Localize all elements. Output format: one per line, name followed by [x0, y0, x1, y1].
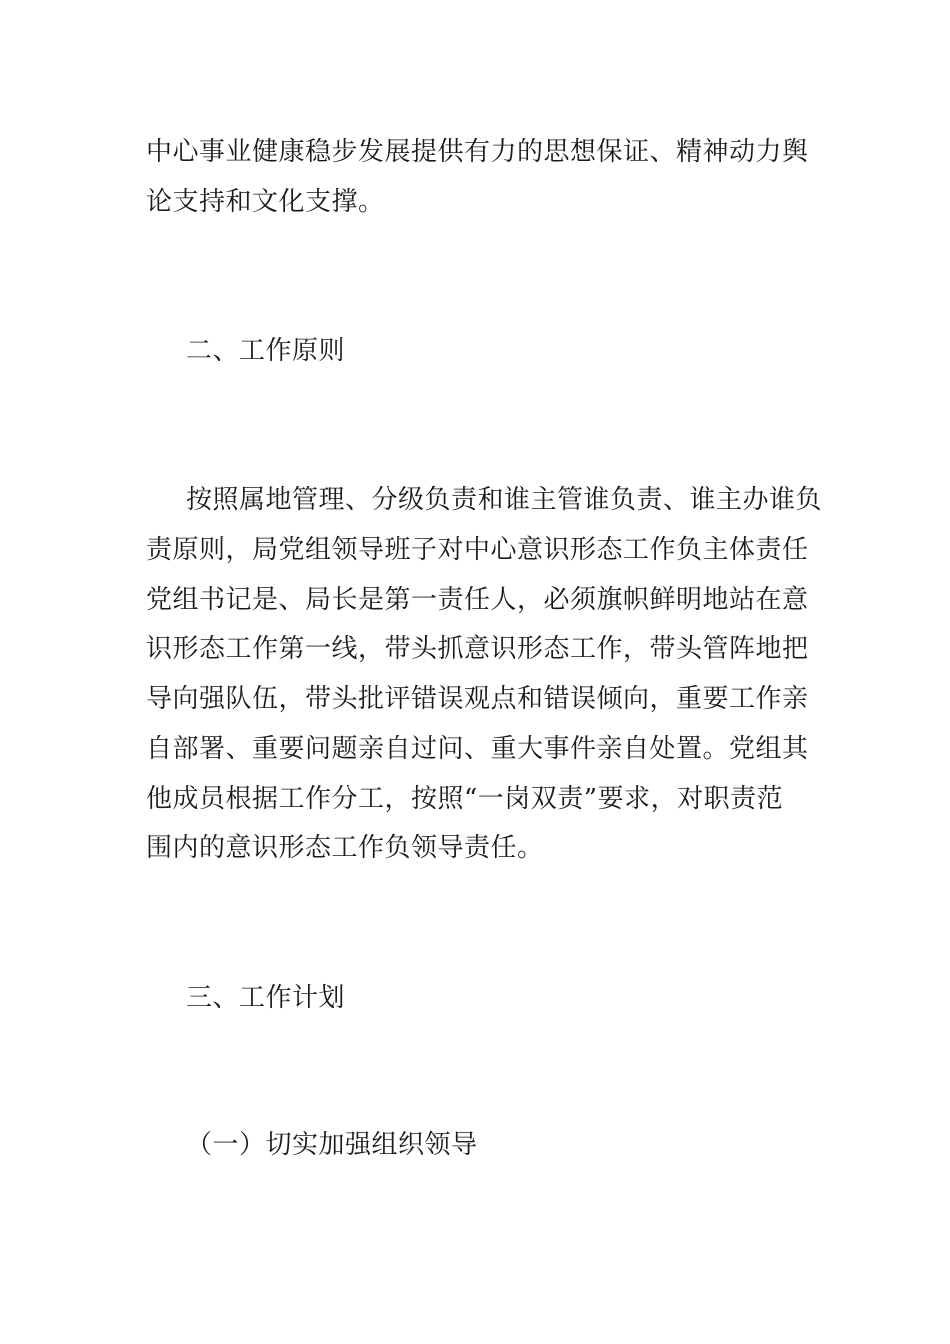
paragraph-line-4: 识形态工作第一线，带头抓意识形态工作，带头管阵地把 [146, 634, 809, 664]
paragraph-line-5: 导向强队伍，带头批评错误观点和错误倾向，重要工作亲 [146, 684, 809, 714]
subsection-heading: （一）切实加强组织领导 [186, 1130, 478, 1160]
section-heading-plan: 三、工作计划 [186, 983, 346, 1013]
paragraph-line-3: 党组书记是、局长是第一责任人，必须旗帜鲜明地站在意 [146, 585, 809, 615]
paragraph-line-7: 他成员根据工作分工，按照“一岗双责”要求，对职责范 [146, 784, 784, 814]
section-heading-principles: 二、工作原则 [186, 336, 346, 366]
paragraph-line-1: 按照属地管理、分级负责和谁主管谁负责、谁主办谁负 [186, 485, 823, 515]
paragraph-line-2: 责原则，局党组领导班子对中心意识形态工作负主体责任 [146, 535, 809, 565]
intro-line-1: 中心事业健康稳步发展提供有力的思想保证、精神动力舆 [146, 137, 809, 167]
paragraph-line-6: 自部署、重要问题亲自过问、重大事件亲自处置。党组其 [146, 734, 809, 764]
intro-line-2: 论支持和文化支撑。 [146, 187, 385, 217]
paragraph-line-8: 围内的意识形态工作负领导责任。 [146, 833, 544, 863]
